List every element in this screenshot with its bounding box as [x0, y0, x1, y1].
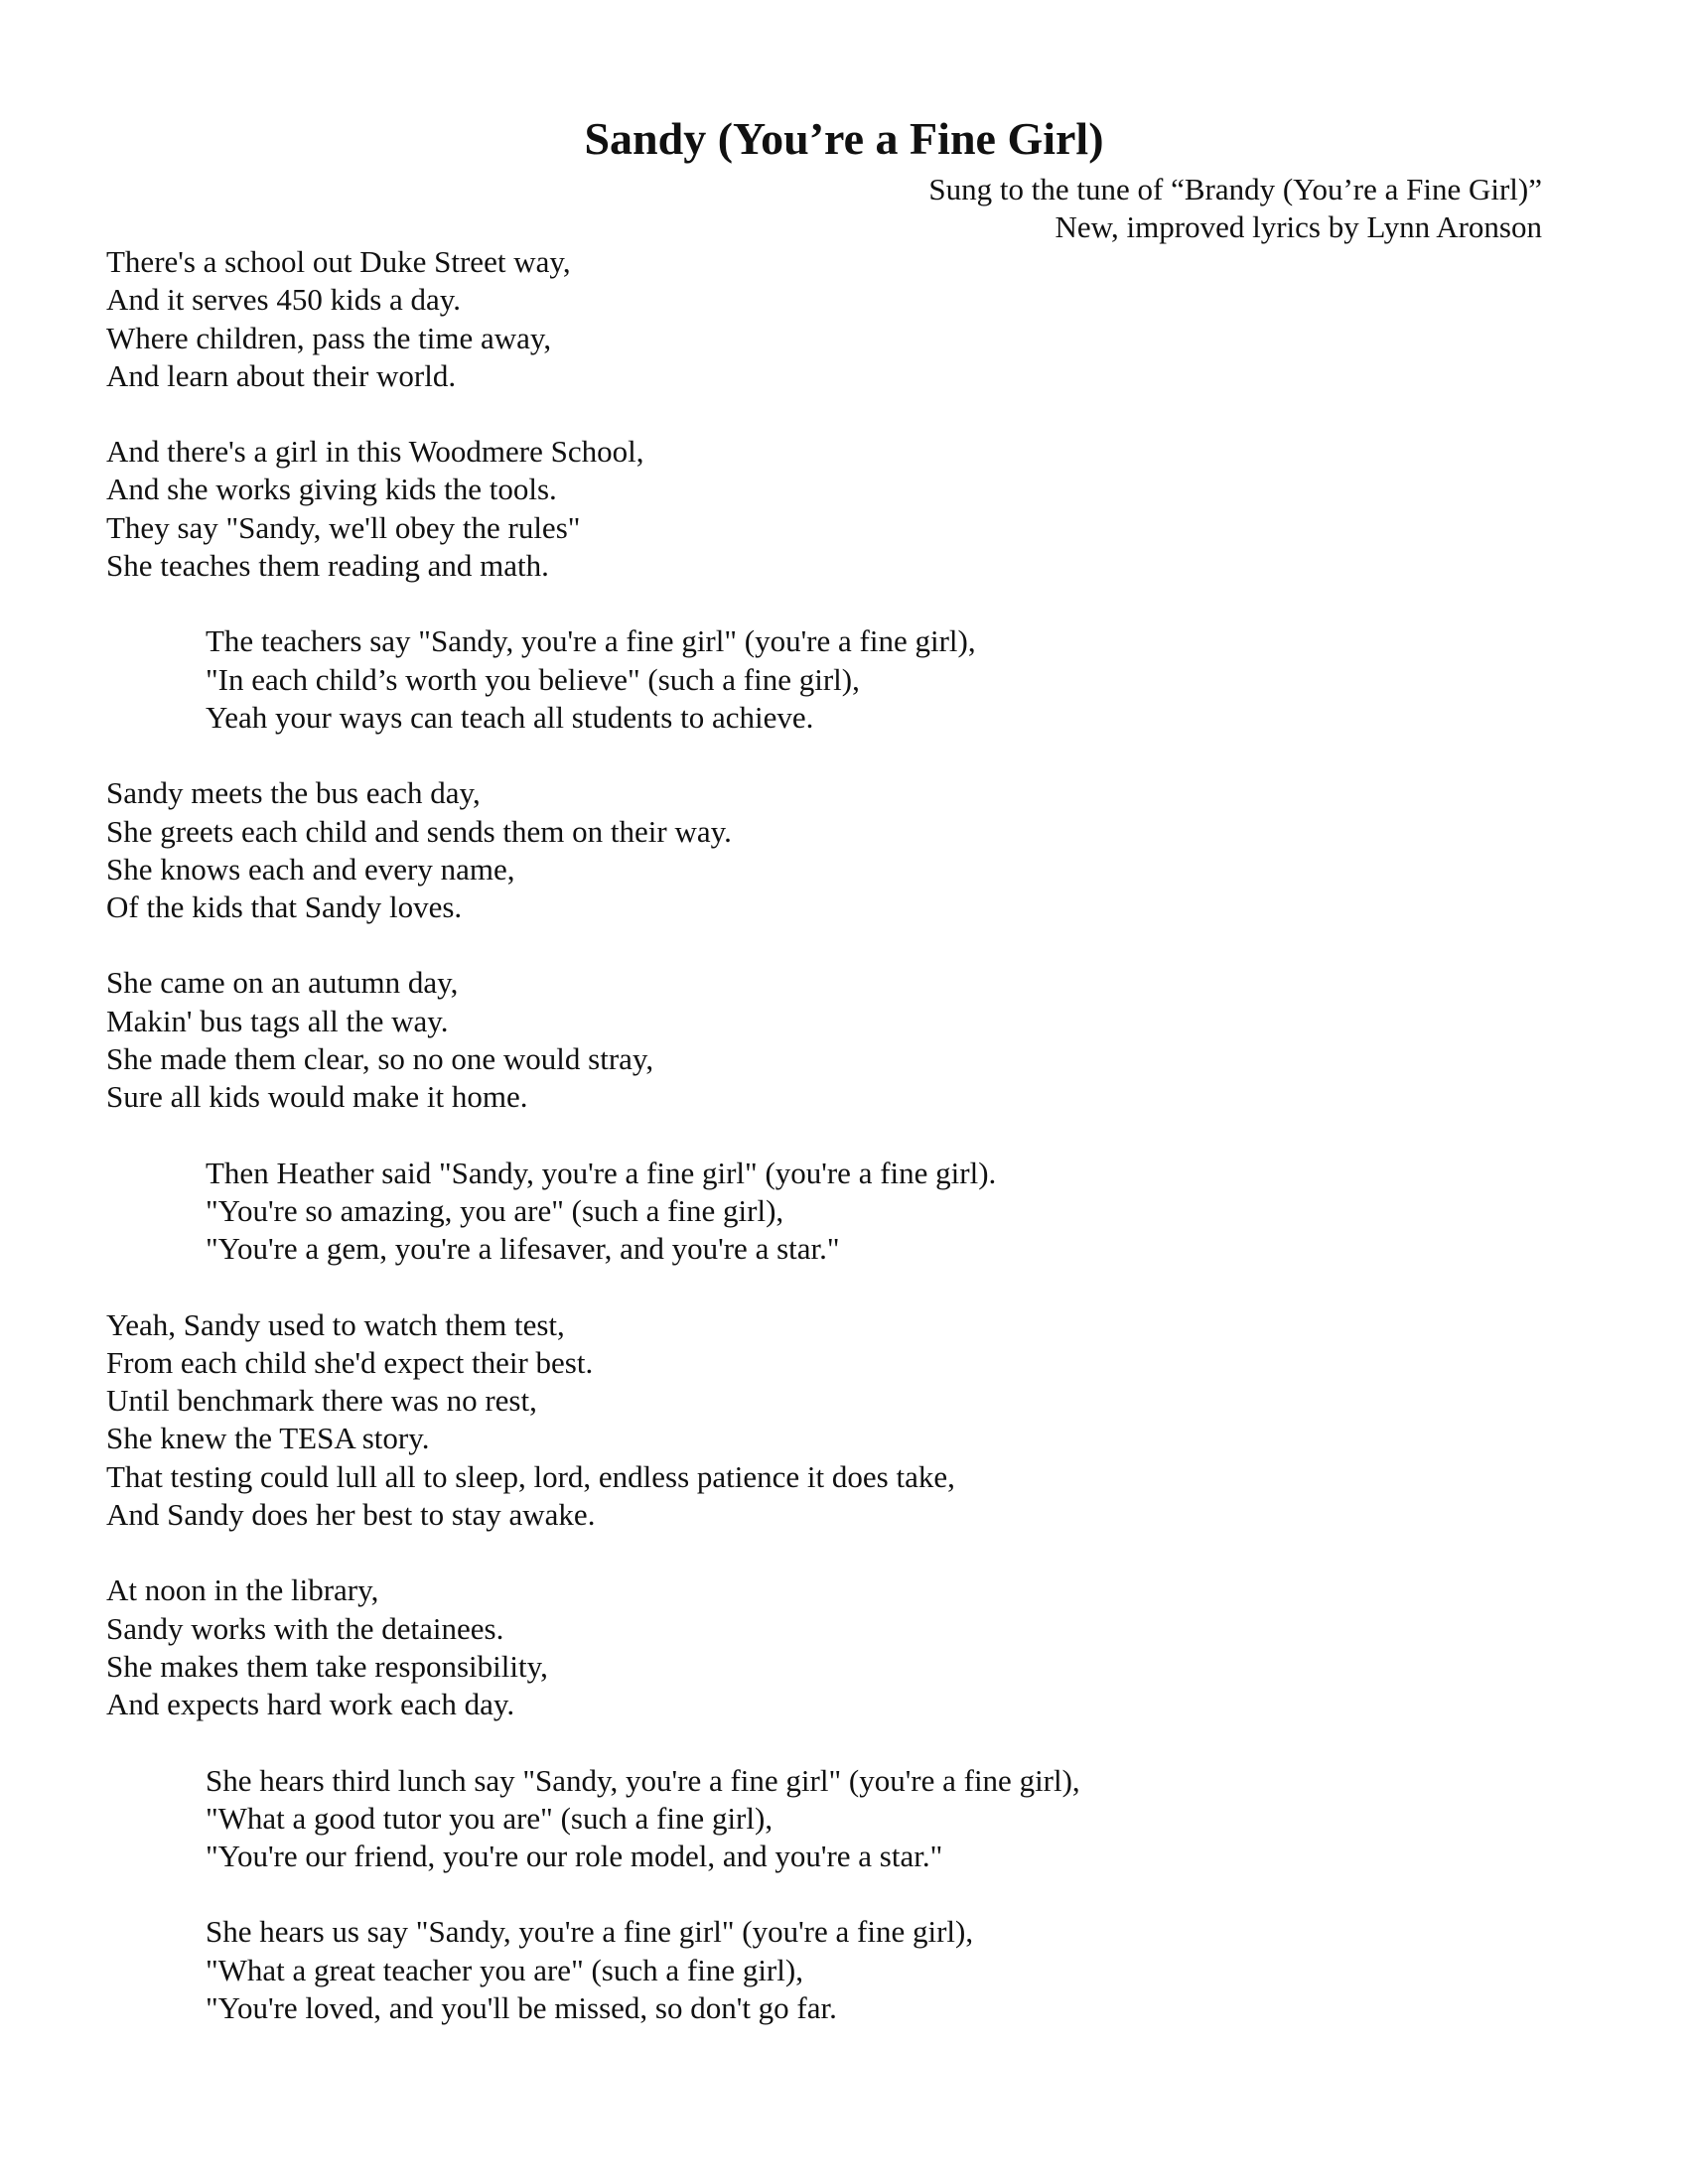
- lyric-line: At noon in the library,: [106, 1572, 379, 1608]
- lyric-line: The teachers say "Sandy, you're a fine girl" (you're a fine girl),: [206, 623, 976, 659]
- lyric-line: There's a school out Duke Street way,: [106, 244, 571, 279]
- lyric-line: She knows each and every name,: [106, 851, 515, 887]
- lyric-line: Makin' bus tags all the way.: [106, 1003, 449, 1038]
- lyric-line: Yeah your ways can teach all students to achieve.: [206, 699, 814, 735]
- chorus-stanza: [106, 1155, 1576, 1269]
- verse-stanza: [106, 964, 1576, 1116]
- lyric-line: Sandy works with the detainees.: [106, 1610, 504, 1646]
- chorus-stanza: [106, 622, 1576, 737]
- lyric-line: Yeah, Sandy used to watch them test,: [106, 1306, 565, 1342]
- lyric-line: "What a great teacher you are" (such a fine girl),: [206, 1952, 803, 1987]
- lyric-line: And there's a girl in this Woodmere School,: [106, 434, 644, 470]
- lyric-line: She made them clear, so no one would stray,: [106, 1041, 654, 1077]
- lyric-line: Sure all kids would make it home.: [106, 1079, 528, 1115]
- lyric-line: From each child she'd expect their best.: [106, 1344, 594, 1380]
- lyric-line: That testing could lull all to sleep, lord, endless patience it does take,: [106, 1458, 955, 1494]
- lyric-line: Then Heather said "Sandy, you're a fine girl" (you're a fine girl).: [206, 1155, 997, 1190]
- lyric-line: She came on an autumn day,: [106, 965, 459, 1001]
- lyric-line: "You're loved, and you'll be missed, so don't go far.: [206, 1989, 837, 2025]
- lyric-line: And it serves 450 kids a day.: [106, 282, 462, 318]
- lyric-line: "You're a gem, you're a lifesaver, and you're a star.": [206, 1231, 840, 1267]
- lyrics-body: [106, 243, 1576, 2065]
- lyric-line: She hears third lunch say "Sandy, you're a fine girl" (you're a fine girl),: [206, 1762, 1080, 1798]
- verse-stanza: [106, 1306, 1576, 1535]
- lyric-line: And she works giving kids the tools.: [106, 472, 557, 507]
- lyric-line: They say "Sandy, we'll obey the rules": [106, 509, 581, 545]
- verse-stanza: [106, 1571, 1576, 1723]
- lyric-line: Sandy meets the bus each day,: [106, 775, 481, 811]
- lyric-line: And Sandy does her best to stay awake.: [106, 1497, 596, 1533]
- verse-stanza: [106, 243, 1576, 395]
- lyric-line: She teaches them reading and math.: [106, 548, 549, 584]
- verse-stanza: [106, 433, 1576, 585]
- lyric-line: Of the kids that Sandy loves.: [106, 889, 463, 925]
- lyric-line: She makes them take responsibility,: [106, 1648, 548, 1684]
- lyric-line: "You're our friend, you're our role model, and you're a star.": [206, 1839, 943, 1874]
- chorus-stanza: [106, 1762, 1576, 1876]
- lyric-line: "In each child’s worth you believe" (such a fine girl),: [206, 661, 860, 697]
- lyric-line: And learn about their world.: [106, 357, 457, 393]
- lyric-line: "You're so amazing, you are" (such a fine girl),: [206, 1192, 784, 1228]
- subtitle-tune: Sung to the tune of “Brandy (You’re a Fine Girl)”: [928, 172, 1542, 206]
- song-title: Sandy (You’re a Fine Girl): [584, 113, 1104, 164]
- subtitle-credit: New, improved lyrics by Lynn Aronson: [1055, 209, 1542, 244]
- lyric-line: She knew the TESA story.: [106, 1421, 430, 1456]
- lyric-line: Where children, pass the time away,: [106, 320, 552, 355]
- lyric-line: She hears us say "Sandy, you're a fine girl" (you're a fine girl),: [206, 1914, 974, 1950]
- lyric-line: She greets each child and sends them on their way.: [106, 813, 732, 849]
- verse-stanza: [106, 774, 1576, 926]
- chorus-stanza: [106, 1913, 1576, 2027]
- lyric-line: And expects hard work each day.: [106, 1687, 515, 1722]
- lyric-line: "What a good tutor you are" (such a fine girl),: [206, 1800, 774, 1836]
- lyric-line: Until benchmark there was no rest,: [106, 1383, 537, 1419]
